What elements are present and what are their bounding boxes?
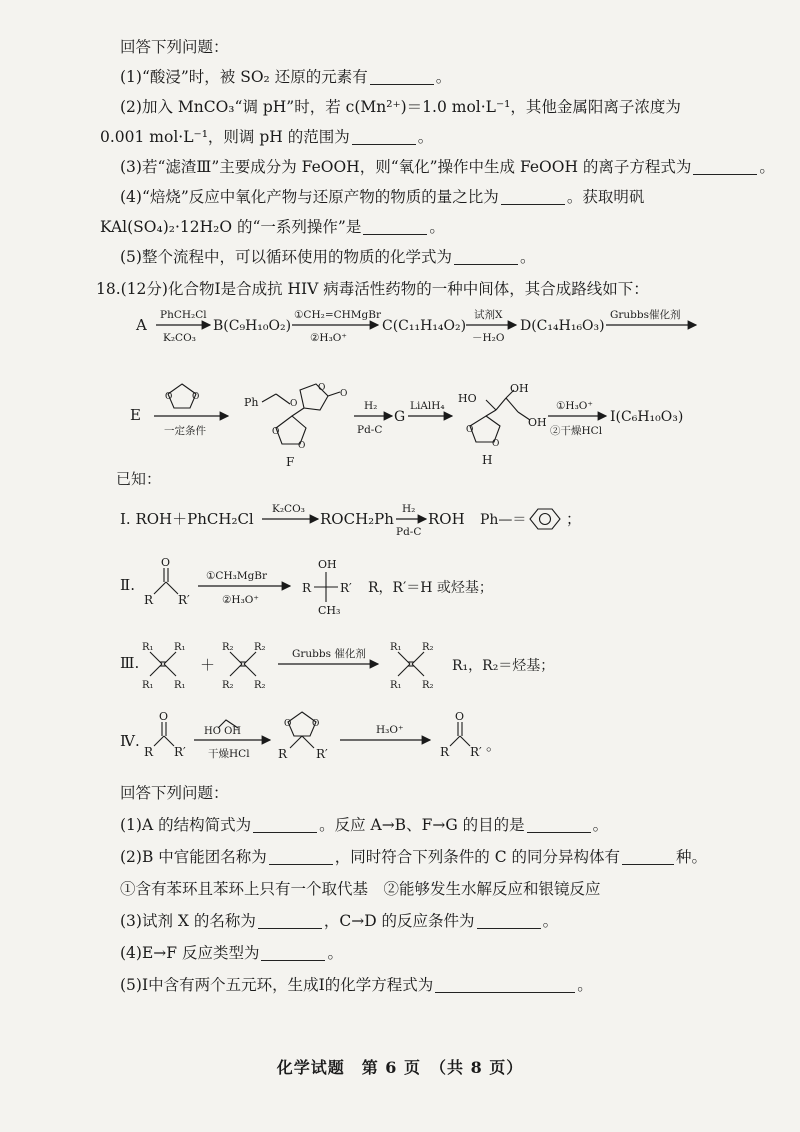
period: 。 (759, 158, 775, 176)
answer-blank[interactable] (261, 944, 325, 961)
q18-q3 (120, 910, 760, 932)
k3-cond-top: Grubbs 催化剂 (292, 648, 366, 660)
cond-B-C-bot: ②H₃O⁺ (310, 332, 347, 344)
alkene-1 (150, 652, 176, 676)
compound-I: I(C₆H₁₀O₃) (610, 409, 684, 425)
k2-cond-bot: ②H₃O⁺ (222, 594, 259, 606)
part1-q1-text: (1)“酸浸”时，被 SO₂ 还原的元素有 (120, 68, 368, 86)
hydroxyl-label: OH (510, 382, 529, 395)
oxygen-label: O (159, 710, 169, 723)
compound-G: G (394, 409, 406, 425)
k4-R: R (440, 745, 450, 759)
cond-B-C-top: ①CH₂=CHMgBr (294, 309, 382, 321)
ketal-structure (288, 712, 316, 748)
known-reaction-2 (120, 556, 493, 617)
q18-header: 18.(12分)化合物Ⅰ是合成抗 HIV 病毒活性药物的一种中间体，其合成路线如下： (96, 280, 649, 298)
q18-q4 (120, 942, 760, 964)
k2-CH3: CH₃ (318, 604, 341, 617)
q18-intro: 回答下列问题： (120, 784, 229, 802)
route-row-1 (135, 308, 696, 344)
carbonyl-oxygen-label: O (340, 389, 348, 399)
k2-R-prime: R′ (178, 593, 190, 607)
ring-oxygen-label: O (298, 441, 306, 451)
q18-q2 (120, 846, 760, 868)
k3-R2: R₂ (254, 642, 266, 653)
q18-q1-text-b: 。反应 A→B、F→G 的目的是 (319, 816, 525, 834)
k1-ph-note: Ph—＝ (480, 512, 527, 528)
k2-label: Ⅱ. (120, 576, 135, 594)
k1-product: ROH (428, 510, 465, 528)
k3-R1: R₁ (174, 680, 186, 691)
q18-q4-text: (4)E→F 反应类型为 (120, 944, 260, 962)
alcohol-structure (314, 572, 338, 602)
k3-R1: R₁ (142, 642, 154, 653)
structure-H (470, 390, 530, 442)
k3-R1: R₁ (390, 680, 402, 691)
known-label: 已知： (116, 470, 162, 488)
known-reaction-4 (120, 710, 501, 761)
answer-blank[interactable] (477, 912, 541, 929)
part1-q4a-tail: 。获取明矾 (566, 188, 645, 206)
k4-R-prime: R′ (470, 745, 482, 759)
q18-q2-text-a: (2)B 中官能团名称为 (120, 848, 267, 866)
k3-R2: R₂ (222, 680, 234, 691)
ring-oxygen-label: O (466, 425, 474, 435)
cond-H-I-top: ①H₃O⁺ (556, 400, 593, 412)
k4-R: R (278, 747, 288, 761)
answer-blank[interactable] (622, 848, 674, 865)
label-F: F (286, 455, 295, 469)
k3-R2: R₂ (422, 680, 434, 691)
hydroxyl-label: HO (458, 392, 477, 405)
k2-OH: OH (318, 558, 337, 571)
benzene-ring-icon (530, 509, 560, 529)
k1-intermediate: ROCH₂Ph (320, 510, 394, 528)
ring-oxygen-label: O (192, 392, 200, 402)
route-row-2 (130, 382, 683, 469)
period: 。 (577, 976, 593, 994)
k2-cond-top: ①CH₃MgBr (206, 570, 268, 582)
k3-note: R₁，R₂＝烃基； (452, 658, 555, 674)
cond-E-F-bot: 一定条件 (164, 425, 206, 437)
ring-oxygen-label: O (492, 439, 500, 449)
k4-cond2-top: H₃O⁺ (376, 724, 404, 736)
k3-R2: R₂ (422, 642, 434, 653)
k3-R1: R₁ (142, 680, 154, 691)
k3-label: Ⅲ. (120, 654, 140, 672)
ring-oxygen-label: O (284, 719, 292, 729)
ring-oxygen-label: O (165, 392, 173, 402)
page-footer: 化学试题 第 6 页 （共 8 页） (276, 1058, 524, 1077)
cond-A-B-top: PhCH₂Cl (160, 309, 207, 321)
part1-intro: 回答下列问题： (120, 38, 229, 56)
period: 。 (542, 912, 559, 930)
k3-R1: R₁ (174, 642, 186, 653)
cond-F-G-bot: Pd-C (357, 424, 383, 436)
compound-A: A (136, 316, 147, 334)
ring-oxygen-label: O (272, 427, 280, 437)
compound-B: B(C₉H₁₀O₂) (213, 318, 292, 334)
answer-blank[interactable] (253, 816, 317, 833)
k4-diol: HO OH (204, 726, 242, 737)
period: 。 (519, 248, 536, 266)
cond-D-E-top: Grubbs催化剂 (610, 309, 681, 321)
k2-R-prime: R′ (340, 581, 352, 595)
alkene-2 (230, 652, 256, 676)
k1-cond-2-bot: Pd-C (396, 526, 422, 538)
ring-oxygen-label: O (318, 383, 326, 393)
answer-blank[interactable] (269, 848, 333, 865)
cond-C-D-top: 试剂X (474, 309, 503, 321)
k4-R-prime: R′ (316, 747, 328, 761)
oxygen-label: O (455, 710, 465, 723)
q18-q3-text-a: (3)试剂 X 的名称为 (120, 912, 256, 930)
ring-oxygen-label: O (312, 719, 320, 729)
compound-E: E (130, 406, 141, 424)
k2-note: R，R′＝H 或烃基； (368, 580, 493, 596)
known-reaction-3 (120, 642, 554, 691)
label-H: H (482, 453, 493, 467)
q18-q5-text: (5)Ⅰ中含有两个五元环，生成Ⅰ的化学方程式为 (120, 976, 434, 994)
part1-q4b-text: KAl(SO₄)₂·12H₂O 的“一系列操作”是 (100, 218, 362, 236)
cond-H-I-bot: ②干燥HCl (550, 425, 603, 437)
answer-blank[interactable] (435, 976, 575, 993)
k1-reactants: Ⅰ. ROH＋PhCH₂Cl (120, 510, 254, 528)
k1-semicolon: ； (566, 510, 582, 528)
part1-q2b-text: 0.001 mol·L⁻¹，则调 pH 的范围为 (100, 128, 350, 146)
k4-R-prime: R′ (174, 745, 186, 759)
k3-plus: ＋ (200, 656, 216, 674)
q18-q2-text-c: 种。 (676, 848, 708, 866)
oxygen-label: O (161, 556, 171, 569)
answer-blank[interactable] (527, 816, 591, 833)
k4-cond-bot: 干燥HCl (208, 748, 250, 760)
cond-C-D-bot: －H₂O (472, 332, 505, 344)
period: 。 (592, 816, 609, 834)
k1-cond-2-top: H₂ (402, 503, 416, 515)
period: 。 (429, 218, 445, 236)
ketone-structure (154, 722, 174, 746)
cond-F-G-top: H₂ (364, 400, 378, 412)
compound-C: C(C₁₁H₁₄O₂) (382, 318, 467, 334)
cond-A-B-bot: K₂CO₃ (163, 332, 196, 344)
known-reaction-1 (120, 503, 581, 538)
k3-R1: R₁ (390, 642, 402, 653)
period: 。 (435, 68, 452, 86)
k4-R: R (144, 745, 154, 759)
ketone-structure (154, 568, 178, 594)
k4-end: 。 (486, 736, 502, 754)
q18-q1 (120, 814, 760, 836)
hydroxyl-label: OH (528, 416, 547, 429)
q18-q3-text-b: ，C→D 的反应条件为 (323, 912, 475, 930)
k2-R: R (144, 593, 154, 607)
compound-D: D(C₁₄H₁₆O₃) (520, 318, 605, 334)
part1-q3-text: (3)若“滤渣Ⅲ”主要成分为 FeOOH，则“氧化”操作中生成 FeOOH 的离子方程式为 (120, 158, 692, 176)
phenyl-label: Ph (244, 396, 259, 409)
q18-q1-text-a: (1)A 的结构简式为 (120, 816, 252, 834)
part1-q4a-text: (4)“焙烧”反应中氧化产物与还原产物的物质的量之比为 (120, 188, 499, 206)
ring-oxygen-label: O (290, 399, 298, 409)
part1-q5-text: (5)整个流程中，可以循环使用的物质的化学式为 (120, 248, 452, 266)
q18-q2-conditions: ①含有苯环且苯环上只有一个取代基 ②能够发生水解反应和银镜反应 (120, 880, 601, 898)
answer-blank[interactable] (258, 912, 322, 929)
k4-label: Ⅳ. (120, 732, 140, 750)
q18-q2-text-b: ，同时符合下列条件的 C 的同分异构体有 (334, 848, 620, 866)
q18-q5 (120, 974, 760, 996)
k3-R2: R₂ (222, 642, 234, 653)
ketone-product (450, 722, 470, 746)
k2-R: R (302, 581, 312, 595)
k1-cond-1: K₂CO₃ (272, 503, 305, 515)
period: 。 (327, 944, 343, 962)
cond-G-H-top: LiAlH₄ (410, 400, 445, 412)
period: 。 (417, 128, 434, 146)
k3-R2: R₂ (254, 680, 266, 691)
part1-q2a: (2)加入 MnCO₃“调 pH”时，若 c(Mn²⁺)＝1.0 mol·L⁻¹，其他金属阳离子浓度为 (120, 98, 681, 116)
alkene-product (398, 652, 424, 676)
